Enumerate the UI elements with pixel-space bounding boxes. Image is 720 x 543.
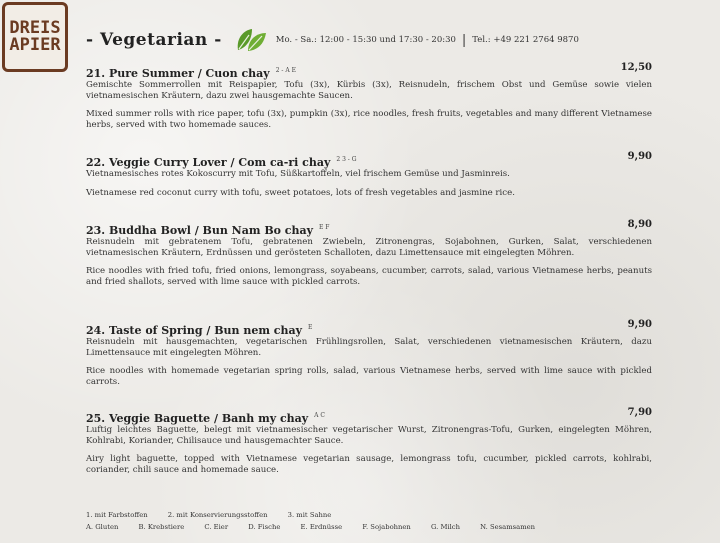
allergen-entry: C. Eier (204, 523, 229, 531)
description-german: Luftig leichtes Baguette, belegt mit vietnamesischer vegetarischer Wurst, Zitronengras-Tofu, Gurken, eingelegten Möhren, Kohlrabi, Koriander, Chilisauce und hausgemachter Sauce. (86, 425, 652, 446)
description-english: Rice noodles with fried tofu, fried onions, lemongrass, soyabeans, cucumber, carrots, salad, various Vietnamese herbs, peanuts and fried shallots, served with lime sauce with pickled carrots. (86, 266, 652, 287)
allergens-legend (86, 523, 586, 531)
additive-entry: 1. mit Farbstoffen (86, 511, 148, 519)
allergen-entry: N. Sesamsamen (480, 523, 536, 531)
menu-item-price: 12,50 (620, 62, 652, 73)
allergen-entry: B. Krebstiere (138, 523, 185, 531)
menu-item (86, 62, 652, 130)
page-header (86, 26, 579, 54)
menu-item-name: 25. Veggie Baguette / Banh my chay (86, 412, 309, 425)
description-german: Reisnudeln mit hausgemachten, vegetarischen Frühlingsrollen, Salat, verschiedenen vietnamesischen Kräutern, dazu Limettensauce mit eingelegten Möhren. (86, 337, 652, 358)
phone-number: Tel.: +49 221 2764 9870 (472, 35, 579, 45)
description-german: Vietnamesisches rotes Kokoscurry mit Tofu, Süßkartoffeln, viel frischem Gemüse und Jasminreis. (86, 169, 510, 179)
logo-text-top: DREIS (9, 18, 61, 38)
menu-item (86, 407, 652, 475)
description-english: Rice noodles with homemade vegetarian spring rolls, salad, various Vietnamese herbs, served with lime sauce with pickled carrots. (86, 366, 652, 387)
header-divider: | (461, 32, 467, 48)
description-german: Reisnudeln mit gebratenem Tofu, gebratenen Zwiebeln, Zitronengras, Sojabohnen, Gurken, Salat, verschiedenen vietnamesischen Kräutern, Erdnüssen und gerösteten Schalloten, dazu Limettensauce mit eingelegten Möhren. (86, 237, 652, 258)
restaurant-logo (2, 2, 68, 72)
description-english: Airy light baguette, topped with Vietnamese vegetarian sausage, lemongrass tofu, cucumber, pickled carrots, kohlrabi, coriander, chili sauce and homemade sauce. (86, 454, 652, 475)
allergen-codes: 2 3 - G (336, 156, 357, 163)
description-german: Gemischte Sommerrollen mit Reispapier, Tofu (3x), Kürbis (3x), Reisnudeln, frischem Obst und Gemüse sowie vielen vietnamesischen Kräutern, dazu zwei hausgemachte Saucen. (86, 80, 652, 101)
description-english: Mixed summer rolls with rice paper, tofu (3x), pumpkin (3x), rice noodles, fresh fruits, vegetables and many different Vietnamese herbs, served with two homemade sauces. (86, 109, 652, 130)
description-english: Vietnamese red coconut curry with tofu, sweet potatoes, lots of fresh vegetables and jasmine rice. (86, 187, 515, 198)
additives-legend (86, 511, 586, 519)
allergen-entry: A. Gluten (86, 523, 119, 531)
menu-item-price: 7,90 (627, 407, 652, 418)
opening-hours: Mo. - Sa.: 12:00 - 15:30 und 17:30 - 20:30 (275, 35, 456, 45)
leaf-icon (234, 26, 268, 54)
menu-item (86, 151, 652, 198)
menu-item-price: 9,90 (627, 319, 652, 330)
menu-item (86, 219, 652, 287)
section-title: - Vegetarian - (86, 30, 222, 50)
allergen-entry: G. Milch (430, 523, 460, 531)
allergen-codes: 2 - A E (275, 67, 296, 74)
menu-item (86, 319, 652, 387)
allergen-entry: F. Sojabohnen (362, 523, 411, 531)
menu-item-name: 23. Buddha Bowl / Bun Nam Bo chay (86, 224, 314, 237)
menu-item-name: 21. Pure Summer / Cuon chay (86, 67, 270, 80)
additive-entry: 2. mit Konservierungsstoffen (167, 511, 268, 519)
allergen-codes: A C (314, 412, 325, 419)
allergen-entry: E. Erdnüsse (300, 523, 343, 531)
logo-text-bottom: APIER (9, 35, 61, 55)
menu-item-price: 8,90 (627, 219, 652, 230)
allergen-codes: E F (319, 224, 330, 231)
menu-item-name: 22. Veggie Curry Lover / Com ca-ri chay (86, 156, 331, 169)
menu-item-price: 9,90 (627, 151, 652, 162)
menu-item-name: 24. Taste of Spring / Bun nem chay (86, 324, 303, 337)
allergen-entry: D. Fische (248, 523, 281, 531)
additive-entry: 3. mit Sahne (287, 511, 332, 519)
allergen-codes: E (308, 324, 313, 331)
